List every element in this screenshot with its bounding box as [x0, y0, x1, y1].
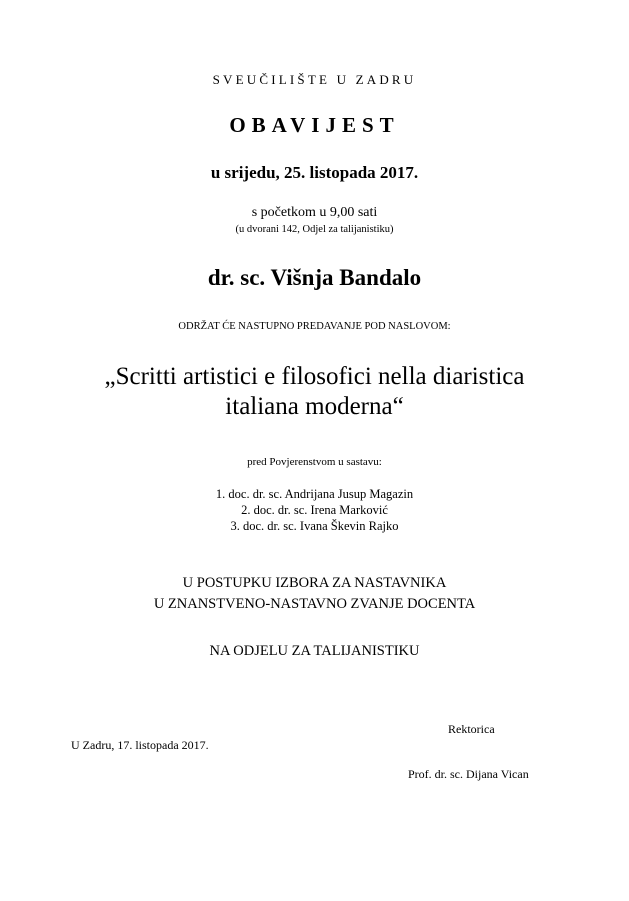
- lecture-announcement: ODRŽAT ĆE NASTUPNO PREDAVANJE POD NASLOVOM:: [178, 321, 451, 332]
- department: NA ODJELU ZA TALIJANISTIKU: [209, 643, 420, 659]
- procedure-line-1: U POSTUPKU IZBORA ZA NASTAVNIKA: [182, 575, 447, 591]
- speaker-name: dr. sc. Višnja Bandalo: [207, 265, 422, 290]
- lecture-title-line-2: italiana moderna“: [225, 393, 404, 420]
- procedure-description: [0, 573, 629, 615]
- committee-list: [0, 486, 629, 534]
- committee-member: 3. doc. dr. sc. Ivana Škevin Rajko: [230, 519, 399, 533]
- committee-member: 2. doc. dr. sc. Irena Marković: [241, 503, 388, 517]
- lecture-title: [0, 362, 629, 422]
- place-and-date: U Zadru, 17. listopada 2017.: [71, 738, 209, 752]
- institution-name: SVEUČILIŠTE U ZADRU: [212, 72, 417, 87]
- lecture-title-line-1: „Scritti artistici e filosofici nella diaristica: [104, 363, 525, 390]
- procedure-line-2: U ZNANSTVENO-NASTAVNO ZVANJE DOCENTA: [153, 596, 476, 612]
- start-time: s početkom u 9,00 sati: [251, 205, 378, 220]
- rector-title: Rektorica: [448, 722, 495, 736]
- notice-title: OBAVIJEST: [229, 113, 400, 137]
- committee-member: 1. doc. dr. sc. Andrijana Jusup Magazin: [215, 487, 414, 501]
- event-date: u srijedu, 25. listopada 2017.: [210, 163, 419, 182]
- committee-intro: pred Povjerenstvom u sastavu:: [247, 456, 382, 468]
- venue: (u dvorani 142, Odjel za talijanistiku): [235, 224, 394, 235]
- rector-name: Prof. dr. sc. Dijana Vican: [408, 767, 529, 781]
